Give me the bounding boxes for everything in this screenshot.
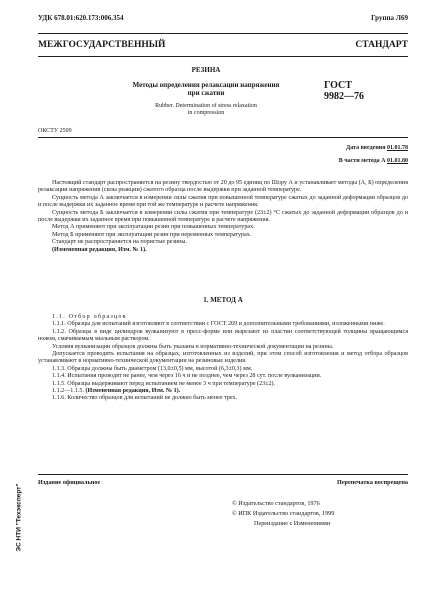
english-title-line2: in compression <box>187 110 225 116</box>
gost-label: ГОСТ <box>324 80 352 91</box>
section-1-title: 1. МЕТОД А <box>203 296 243 304</box>
side-stamp: ЭС НТИ "Техэксперт" <box>15 483 23 552</box>
intro-date-line <box>346 145 408 152</box>
oksu-code: ОКСТУ 2509 <box>38 128 72 134</box>
section-1-text <box>38 314 408 403</box>
methods-title-line2: при сжатии <box>187 89 225 97</box>
intro-paragraph: Сущность метода Б заключается в измерении силы сжатия при температуре (23±2) °С сжатых до заданной деформации образцов до и после выдержки их заданное время при повышенной температуре и расчете напряжения. <box>38 209 408 224</box>
method-a-date-label: В части метода А <box>338 158 386 164</box>
intro-paragraph: Метод Б применяют при эксплуатации резин при переменных температурах. <box>52 231 252 238</box>
official-edition: Издание официальное <box>38 479 101 486</box>
section-paragraph: 1.1.5. Образцы выдерживают перед испытанием не менее 3 ч при температуре (23±2). <box>52 380 276 387</box>
edit-note: (Измененная редакция, Изм. № 1). <box>85 388 181 395</box>
section-paragraph: 1.1.2. Образцы в виде цилиндров вулканизуют в пресс-форме или вырезают из пластин соответствующей толщины вращающимся ножом, смачиваемым мыльным раствором. <box>38 328 408 343</box>
group-code: Группа Л69 <box>371 14 408 22</box>
english-title-line1: Rubber. Determination of stress relaxation <box>155 103 257 109</box>
banner-rule <box>38 56 408 57</box>
subject-title: РЕЗИНА <box>191 66 221 74</box>
gost-number: 9982—76 <box>324 91 364 102</box>
section-paragraph: Условия вулканизации образцов должны быть указаны в нормативно-технической документации на резины. <box>52 343 334 350</box>
intro-edit-note: (Измененная редакция, Изм. № 1). <box>52 246 147 253</box>
oksu-rule <box>38 137 408 138</box>
method-a-date-line <box>339 158 408 165</box>
section-paragraph: 1.1.3. Образцы должны быть диаметром (13,0±0,5) мм, высотой (6,3±0,3) мм. <box>52 365 253 372</box>
section-paragraph: 1.1.6. Количество образцов для испытаний не должно быть менее трех. <box>52 395 238 402</box>
section-paragraph: 1.1.1. Образцы для испытаний изготовляют в соответствии с ГОСТ 269 и дополнительными требованиями, изложенными ниже. <box>52 321 385 328</box>
copyright-1976: © Издательство стандартов, 1976 <box>232 500 320 507</box>
top-rule <box>38 33 408 34</box>
reprint-prohibited: Перепечатка воспрещена <box>337 479 408 486</box>
udk-code: УДК 678.01:620.173:006.354 <box>38 14 124 22</box>
intro-paragraph: Сущность метода А заключается в измерении силы сжатия при повышенной температуре сжатых до заданной деформации образцов до и после выдержки их заданное время при той же температуре и расчете напряжения. <box>38 194 408 209</box>
reprint-with-changes: Переиздание с Изменениями <box>254 520 331 527</box>
intro-paragraph: Метод А применяют при эксплуатации резин при повышенных температурах. <box>52 224 255 231</box>
standard-banner: МЕЖГОСУДАРСТВЕННЫЙ СТАНДАРТ <box>38 40 408 50</box>
copyright-1999: © ИПК Издательство стандартов, 1999 <box>232 510 335 517</box>
intro-date-value: 01.01.78 <box>387 145 408 151</box>
intro-date-label: Дата введения <box>346 145 386 151</box>
footer-rule <box>38 474 408 475</box>
section-paragraph: 1.1. Отбор образцов <box>52 314 127 320</box>
method-a-date-value: 01.01.80 <box>387 158 408 164</box>
methods-title-line1: Методы определения релаксации напряжения <box>132 81 280 89</box>
section-paragraph: Допускается проводить испытания на образцах, изготовленных из изделий, при этом способ изготовления и метод отбора образцов устанавливают в нормативно-технической документации на резиновые изделия. <box>38 351 408 365</box>
section-paragraph: 1.1.4. Испытания проводят не ранее, чем через 16 ч и не позднее, чем через 28 сут. после вулканизации. <box>52 373 322 380</box>
edit-range: 1.1.2—1.1.5. <box>52 388 84 395</box>
intro-paragraph: Стандарт не распространяется на пористые резины. <box>52 239 187 246</box>
intro-paragraph: Настоящий стандарт распространяется на резину твердостью от 20 до 95 единиц по Шору А и устанавливает методы (А, Б) определения релаксации напряжения (силы реакции) сжатого образца после выдержки при заданной температуре. <box>38 180 408 194</box>
intro-text <box>38 180 408 254</box>
